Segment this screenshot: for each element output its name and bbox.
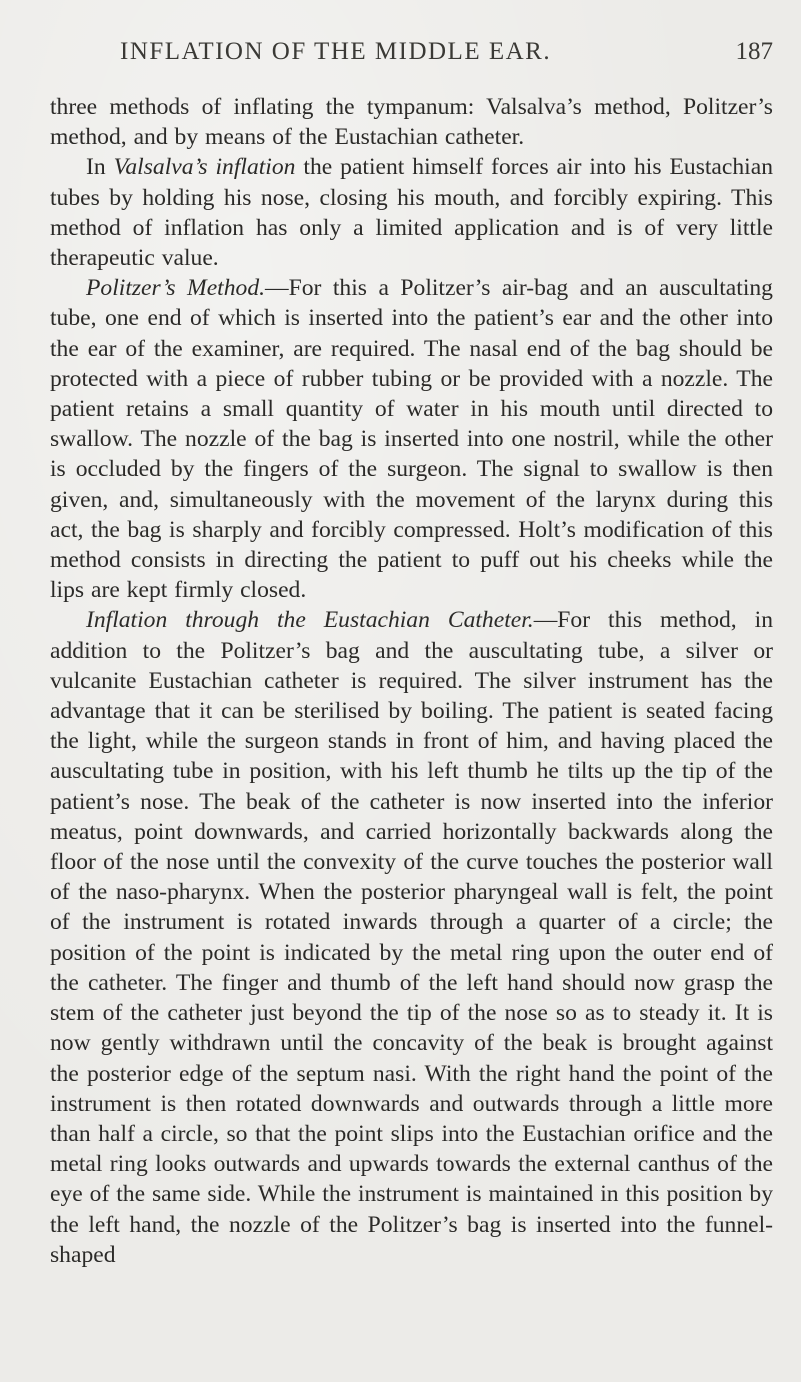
paragraph-2-prefix: In bbox=[86, 154, 114, 181]
running-head bbox=[50, 38, 773, 78]
paragraph-3-heading: Politzer’s Method. bbox=[86, 275, 266, 302]
running-title: INFLATION OF THE MIDDLE EAR. bbox=[120, 38, 552, 65]
paragraph-4-heading: Inflation through the Eustachian Catheter. bbox=[86, 607, 534, 634]
paragraph-4-text: —For this method, in addition to the Politzer’s bag and the auscultating tube, a silver or vulcanite Eustachian catheter is required. The silver instrument has the advantage that it can be sterilised by boiling. The patient is seated facing the light, while the surgeon stands in front of him, and having placed the auscultating tube in position, with his left thumb he tilts up the tip of the patient’s nose. The beak of the catheter is now inserted into the inferior meatus, point downwards, and carried horizontally backwards along the floor of the nose until the convexity of the curve touches the posterior wall of the naso-pharynx. When the posterior pharyngeal wall is felt, the point of the instrument is rotated inwards through a quarter of a circle; the position of the point is indicated by the metal ring upon the outer end of the catheter. The finger and thumb of the left hand should now grasp the stem of the catheter just beyond the tip of the nose so as to steady it. It is now gently withdrawn until the concavity of the beak is brought against the posterior edge of the septum nasi. With the right hand the point of the instrument is then rotated downwards and outwards through a little more than half a circle, so that the point slips into the Eustachian orifice and the metal ring looks outwards and upwards towards the external canthus of the eye of the same side. While the instrument is maintained in this position by the left hand, the nozzle of the Politzer’s bag is inserted into the funnel-shaped bbox=[50, 607, 773, 1268]
paragraph-2-italic-term: Valsalva’s inflation bbox=[113, 154, 296, 181]
paragraph-2-text: the patient himself forces air into his Eustachian tubes by holding his nose, closing his mouth, and forcibly expiring. This method of inflation has only a limited application and is of very little therapeutic value. bbox=[50, 154, 773, 272]
paragraph-3 bbox=[50, 273, 773, 605]
paragraph-4 bbox=[50, 605, 773, 1269]
paragraph-1-text: three methods of inflating the tympanum: Valsalva’s method, Politzer’s method, and by means of the Eustachian catheter. bbox=[50, 94, 773, 151]
paragraph-3-text: —For this a Politzer’s air-bag and an auscultating tube, one end of which is inserted into the patient’s ear and the other into the ear of the examiner, are required. The nasal end of the bag should be protected with a piece of rubber tubing or be provided with a nozzle. The patient retains a small quantity of water in his mouth until directed to swallow. The nozzle of the bag is inserted into one nostril, while the other is occluded by the fingers of the surgeon. The signal to swallow is then given, and, simultaneously with the movement of the larynx during this act, the bag is sharply and forcibly compressed. Holt’s modification of this method consists in directing the patient to puff out his cheeks while the lips are kept firmly closed. bbox=[50, 275, 773, 604]
paragraph-1 bbox=[50, 92, 773, 152]
body-text bbox=[50, 92, 773, 1270]
page-number: 187 bbox=[735, 38, 773, 65]
paragraph-2 bbox=[50, 152, 773, 273]
